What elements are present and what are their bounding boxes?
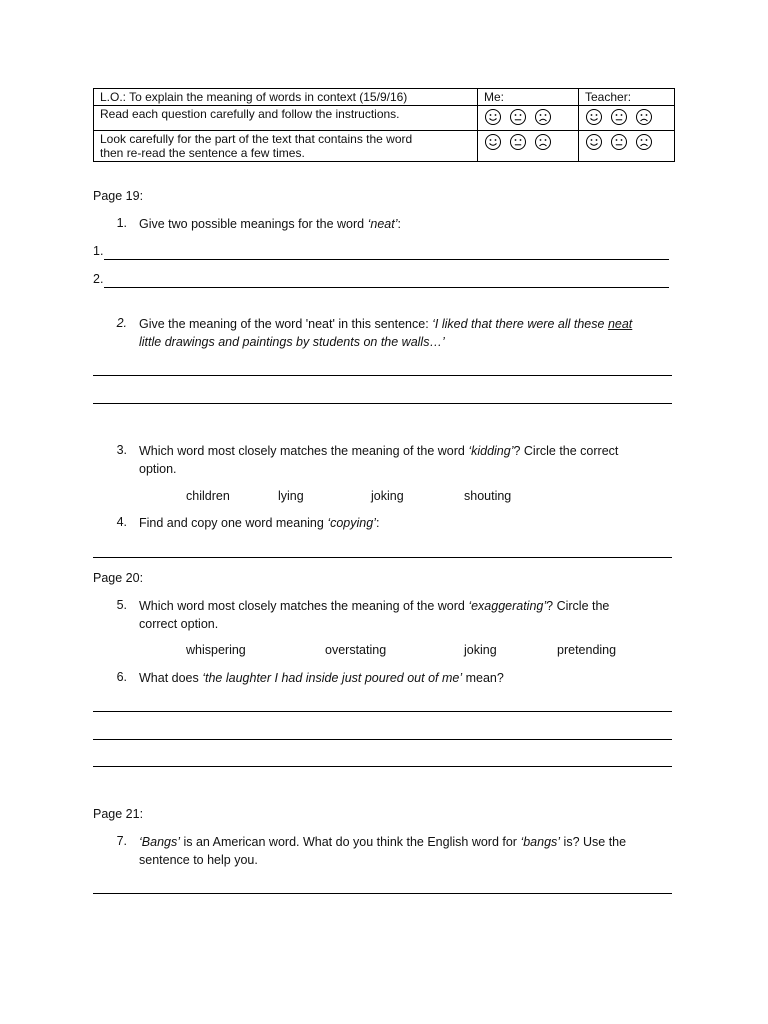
question-number-text: 2. (116, 316, 127, 330)
quote-text: ‘the laughter I had inside just poured out of me’ (202, 671, 463, 685)
happy-face-icon[interactable] (585, 108, 603, 126)
table-row (94, 89, 675, 106)
neutral-face-icon[interactable] (610, 108, 628, 126)
question-line (139, 443, 669, 461)
teacher-header-cell: Teacher: (579, 89, 675, 106)
question-5-number: 5. (116, 598, 127, 612)
question-4-text (139, 515, 669, 533)
answer-2-number: 2. (93, 272, 104, 286)
question-2-text (139, 316, 669, 351)
table-row (94, 106, 675, 131)
question-line (139, 334, 669, 352)
answer-line[interactable] (93, 711, 672, 712)
teacher-rating-faces (585, 132, 653, 151)
answer-1-number: 1. (93, 244, 104, 258)
page-21-label: Page 21: (93, 807, 144, 821)
target-word: ‘bangs’ (520, 835, 561, 849)
question-4-number: 4. (116, 515, 127, 529)
question-line (139, 598, 669, 616)
question-2-number (97, 316, 127, 330)
instruction-line: Look carefully for the part of the text that contains the word (100, 132, 413, 146)
instruction-line: then re-read the sentence a few times. (100, 146, 305, 160)
question-line: option. (139, 461, 177, 476)
question-line: sentence to help you. (139, 852, 258, 867)
question-text: What does (139, 671, 203, 685)
question-text-end: : (375, 516, 380, 530)
question-text-end: mean? (462, 671, 504, 685)
me-header-cell: Me: (478, 89, 579, 106)
question-6-text (139, 670, 669, 688)
page-19-label: Page 19: (93, 189, 144, 203)
question-text-end: ? Circle the correct (513, 444, 619, 458)
self-rating-faces (484, 107, 552, 126)
neutral-face-icon[interactable] (509, 108, 527, 126)
target-word: ‘copying’ (327, 516, 376, 530)
me-rating-cell (478, 131, 579, 162)
question-7-text (139, 834, 669, 869)
me-rating-cell (478, 106, 579, 131)
answer-line[interactable] (104, 259, 669, 260)
question-3-number: 3. (116, 443, 127, 457)
option-overstating[interactable]: overstating (325, 643, 387, 657)
sad-face-icon[interactable] (534, 108, 552, 126)
option-joking[interactable]: joking (464, 643, 497, 657)
neutral-face-icon[interactable] (509, 133, 527, 151)
learning-objective-table (93, 88, 675, 162)
self-rating-faces (484, 132, 552, 151)
instruction-cell (94, 131, 478, 162)
answer-line[interactable] (93, 403, 672, 404)
target-word: ‘kidding’ (468, 444, 514, 458)
question-line (139, 834, 669, 852)
question-text: Which word most closely matches the meaning of the word (139, 599, 469, 613)
question-text: is an American word. What do you think the English word for (180, 835, 521, 849)
quote-text: little drawings and paintings by students on the walls…’ (139, 334, 445, 349)
happy-face-icon[interactable] (585, 133, 603, 151)
sad-face-icon[interactable] (635, 108, 653, 126)
sad-face-icon[interactable] (534, 133, 552, 151)
neutral-face-icon[interactable] (610, 133, 628, 151)
option-joking[interactable]: joking (371, 489, 404, 503)
question-text: Which word most closely matches the meaning of the word (139, 444, 469, 458)
instruction-cell: Read each question carefully and follow the instructions. (94, 106, 478, 131)
option-whispering[interactable]: whispering (186, 643, 246, 657)
question-5-text (139, 598, 669, 633)
option-shouting[interactable]: shouting (464, 489, 512, 503)
quote-text: ‘I liked that there were all these (432, 317, 608, 331)
teacher-rating-cell (579, 106, 675, 131)
happy-face-icon[interactable] (484, 133, 502, 151)
happy-face-icon[interactable] (484, 108, 502, 126)
answer-line[interactable] (93, 557, 672, 558)
question-text: Find and copy one word meaning (139, 516, 328, 530)
question-text-end: : (397, 217, 401, 231)
question-6-number: 6. (116, 670, 127, 684)
question-text: Give two possible meanings for the word (139, 217, 368, 231)
question-1-number: 1. (116, 216, 127, 230)
target-word: ‘neat’ (367, 217, 398, 231)
answer-line[interactable] (93, 375, 672, 376)
answer-line[interactable] (93, 766, 672, 767)
sad-face-icon[interactable] (635, 133, 653, 151)
question-3-text (139, 443, 669, 478)
target-word: ‘Bangs’ (139, 835, 180, 849)
question-1-text (139, 216, 669, 234)
teacher-rating-faces (585, 107, 653, 126)
question-text-end: ? Circle the (546, 599, 610, 613)
teacher-rating-cell (579, 131, 675, 162)
option-children[interactable]: children (186, 489, 230, 503)
answer-line[interactable] (104, 287, 669, 288)
question-7-number: 7. (116, 834, 127, 848)
page-20-label: Page 20: (93, 571, 144, 585)
question-text: Give the meaning of the word 'neat' in this sentence: (139, 317, 433, 331)
answer-line[interactable] (93, 739, 672, 740)
option-lying[interactable]: lying (278, 489, 304, 503)
question-line (139, 316, 669, 334)
option-pretending[interactable]: pretending (557, 643, 617, 657)
learning-objective-cell: L.O.: To explain the meaning of words in context (15/9/16) (94, 89, 478, 106)
question-line: correct option. (139, 616, 219, 631)
target-word: ‘exaggerating’ (468, 599, 547, 613)
table-row (94, 131, 675, 162)
underlined-word: neat (607, 317, 633, 331)
answer-line[interactable] (93, 893, 672, 894)
question-text-end: is? Use the (560, 835, 627, 849)
